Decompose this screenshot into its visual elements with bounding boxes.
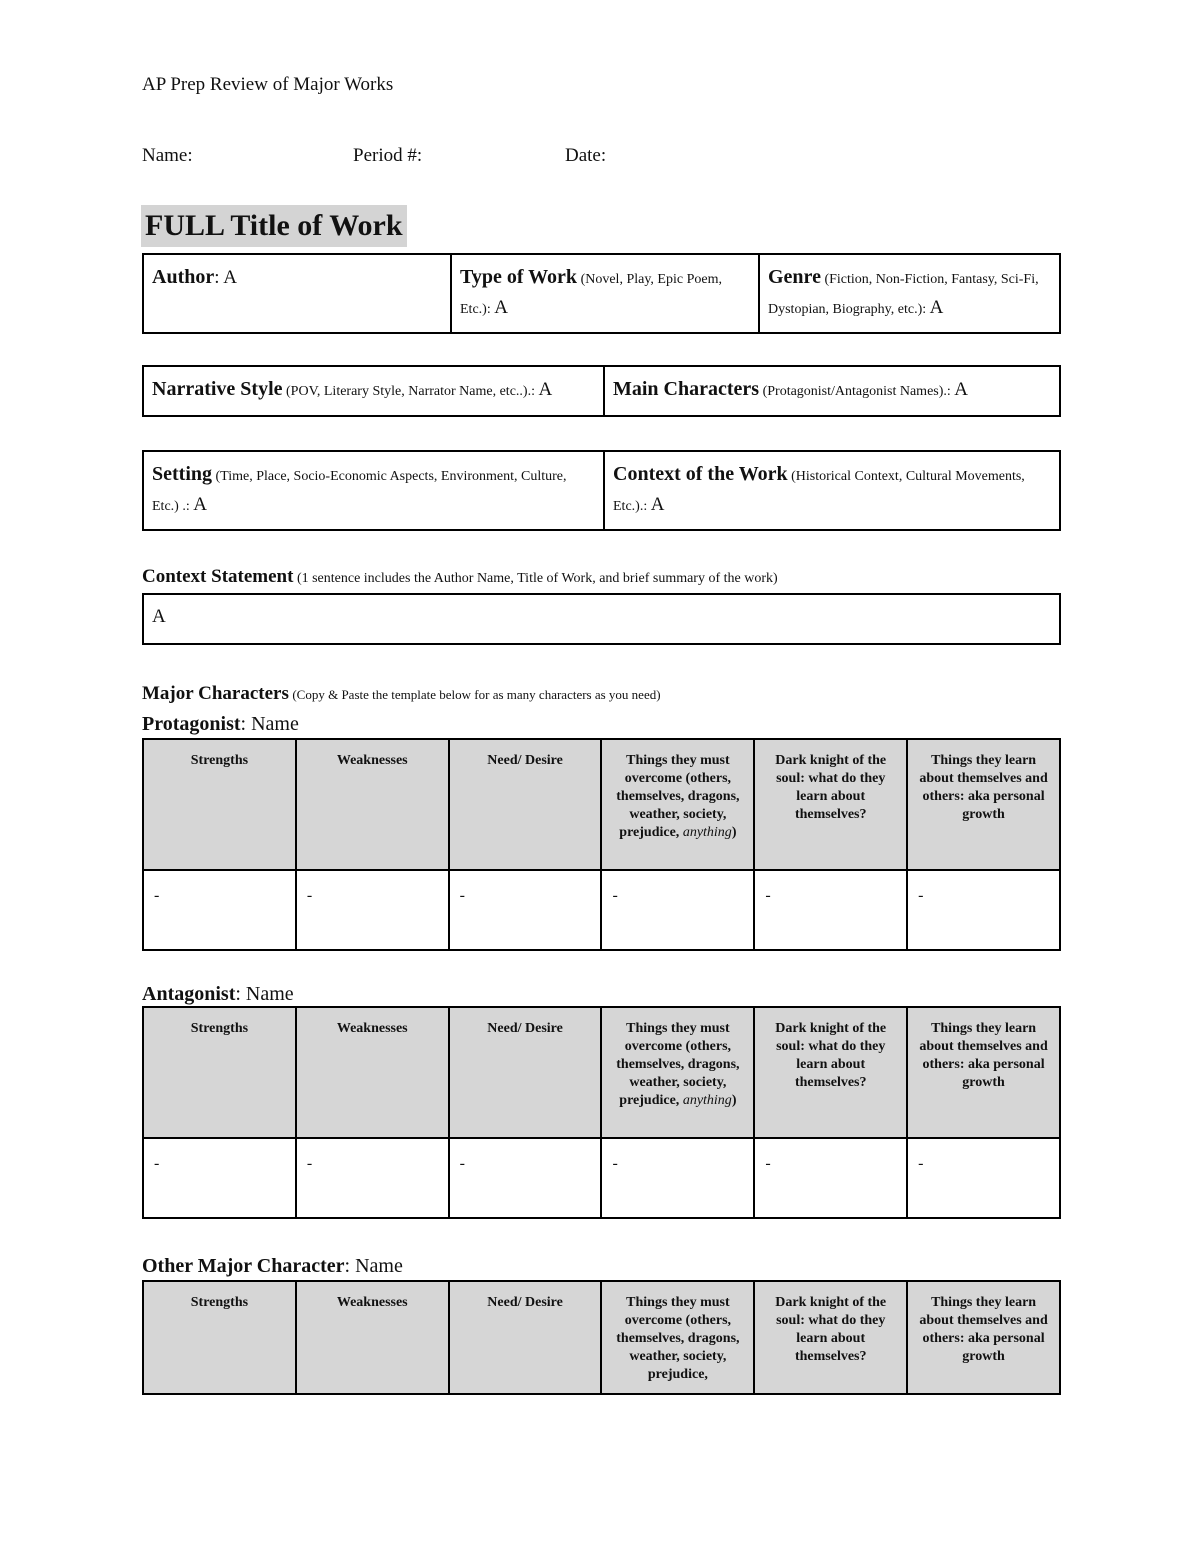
- table-header-row: [143, 739, 1060, 870]
- header-need-desire: Need/ Desire: [449, 739, 602, 870]
- narrative-style-hint: (POV, Literary Style, Narrator Name, etc..).:: [286, 384, 535, 399]
- period-field-label: Period #:: [353, 145, 423, 166]
- antagonist-overcome-cell[interactable]: -: [601, 1138, 754, 1218]
- context-statement-heading: [142, 566, 778, 588]
- main-characters-value: A: [954, 379, 969, 400]
- table-header-row: [143, 1281, 1060, 1394]
- header-strengths: Strengths: [143, 739, 296, 870]
- genre-value: A: [929, 297, 944, 318]
- genre-label: Genre: [768, 266, 821, 288]
- context-statement-hint: (1 sentence includes the Author Name, Title of Work, and brief summary of the work): [296, 571, 778, 586]
- date-field-label: Date:: [565, 145, 607, 166]
- header-strengths: Strengths: [143, 1281, 296, 1394]
- header-weaknesses: Weaknesses: [296, 1281, 449, 1394]
- header-overcome: Things they must overcome (others, themselves, dragons, weather, society, prejudice,: [601, 1281, 754, 1394]
- protagonist-role: Protagonist: [142, 713, 241, 735]
- antagonist-growth-cell[interactable]: -: [907, 1138, 1060, 1218]
- antagonist-dark-knight-cell[interactable]: -: [754, 1138, 907, 1218]
- header-strengths: Strengths: [143, 1007, 296, 1138]
- protagonist-name: : Name: [240, 713, 299, 735]
- other-character-role: Other Major Character: [142, 1255, 345, 1277]
- table-row: [143, 870, 1060, 950]
- protagonist-need-cell[interactable]: -: [449, 870, 602, 950]
- header-weaknesses: Weaknesses: [296, 739, 449, 870]
- setting-cell[interactable]: [143, 451, 604, 530]
- table-row: [143, 1138, 1060, 1218]
- work-title-heading: FULL Title of Work: [141, 205, 407, 247]
- setting-value: A: [193, 494, 207, 515]
- protagonist-label: [142, 713, 299, 736]
- major-characters-label: Major Characters: [142, 683, 289, 704]
- antagonist-label: [142, 983, 294, 1006]
- narrative-style-cell[interactable]: [143, 366, 604, 416]
- main-characters-cell[interactable]: [604, 366, 1060, 416]
- info-table-setting: [142, 450, 1061, 531]
- header-dark-knight: Dark knight of the soul: what do they learn about themselves?: [754, 1281, 907, 1394]
- protagonist-overcome-cell[interactable]: -: [601, 870, 754, 950]
- type-of-work-cell[interactable]: [451, 254, 759, 333]
- antagonist-weaknesses-cell[interactable]: -: [296, 1138, 449, 1218]
- author-label: Author: [152, 266, 215, 288]
- major-characters-heading: [142, 683, 661, 705]
- protagonist-dark-knight-cell[interactable]: -: [754, 870, 907, 950]
- context-statement-label: Context Statement: [142, 566, 294, 587]
- info-table-author: [142, 253, 1061, 334]
- narrative-style-value: A: [538, 379, 553, 400]
- protagonist-weaknesses-cell[interactable]: -: [296, 870, 449, 950]
- type-of-work-value: A: [494, 297, 508, 318]
- type-of-work-label: Type of Work: [460, 266, 578, 288]
- main-characters-hint: (Protagonist/Antagonist Names).:: [762, 384, 951, 399]
- header-personal-growth: Things they learn about themselves and others: aka personal growth: [907, 739, 1060, 870]
- narrative-style-label: Narrative Style: [152, 378, 283, 400]
- type-of-work-hint: (Novel, Play, Epic Poem, Etc.):: [460, 272, 722, 317]
- protagonist-growth-cell[interactable]: -: [907, 870, 1060, 950]
- main-characters-label: Main Characters: [613, 378, 760, 400]
- setting-hint: (Time, Place, Socio-Economic Aspects, Environment, Culture, Etc.) .:: [152, 469, 567, 514]
- protagonist-strengths-cell[interactable]: -: [143, 870, 296, 950]
- context-statement-box: [142, 593, 1061, 645]
- context-of-work-label: Context of the Work: [613, 463, 788, 485]
- context-of-work-value: A: [650, 494, 665, 515]
- antagonist-name: : Name: [235, 983, 294, 1005]
- setting-label: Setting: [152, 463, 212, 485]
- document-header: AP Prep Review of Major Works: [142, 74, 394, 95]
- author-cell[interactable]: [143, 254, 451, 333]
- header-need-desire: Need/ Desire: [449, 1007, 602, 1138]
- header-dark-knight: Dark knight of the soul: what do they learn about themselves?: [754, 1007, 907, 1138]
- header-overcome: Things they must overcome (others, themselves, dragons, weather, society, prejudice, anything): [601, 739, 754, 870]
- other-character-table: [142, 1280, 1061, 1395]
- antagonist-table: [142, 1006, 1061, 1219]
- other-character-name: : Name: [344, 1255, 403, 1277]
- other-character-label: [142, 1255, 403, 1278]
- header-personal-growth: Things they learn about themselves and others: aka personal growth: [907, 1007, 1060, 1138]
- table-header-row: [143, 1007, 1060, 1138]
- context-statement-cell[interactable]: [143, 594, 1060, 644]
- protagonist-table: [142, 738, 1061, 951]
- header-weaknesses: Weaknesses: [296, 1007, 449, 1138]
- antagonist-role: Antagonist: [142, 983, 236, 1005]
- header-personal-growth: Things they learn about themselves and others: aka personal growth: [907, 1281, 1060, 1394]
- context-of-work-hint: (Historical Context, Cultural Movements, Etc.).:: [613, 469, 1025, 514]
- genre-hint: (Fiction, Non-Fiction, Fantasy, Sci-Fi, Dystopian, Biography, etc.):: [768, 272, 1039, 317]
- header-dark-knight: Dark knight of the soul: what do they learn about themselves?: [754, 739, 907, 870]
- genre-cell[interactable]: [759, 254, 1060, 333]
- header-need-desire: Need/ Desire: [449, 1281, 602, 1394]
- major-characters-hint: (Copy & Paste the template below for as many characters as you need): [292, 687, 661, 702]
- author-value: : A: [214, 267, 237, 288]
- context-statement-value: A: [152, 606, 166, 627]
- name-field-label: Name:: [142, 145, 193, 166]
- header-overcome: Things they must overcome (others, themselves, dragons, weather, society, prejudice, anything): [601, 1007, 754, 1138]
- context-of-work-cell[interactable]: [604, 451, 1060, 530]
- antagonist-strengths-cell[interactable]: -: [143, 1138, 296, 1218]
- info-table-narrative: [142, 365, 1061, 417]
- antagonist-need-cell[interactable]: -: [449, 1138, 602, 1218]
